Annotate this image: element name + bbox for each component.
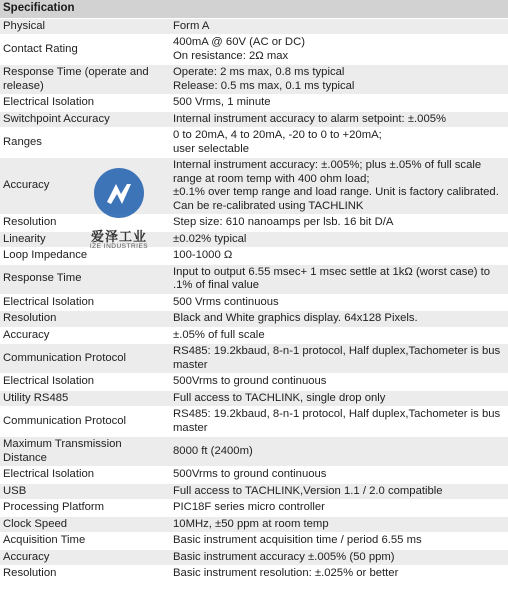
spec-value [170, 566, 508, 583]
spec-value [170, 516, 508, 533]
spec-value-line: 500Vrms to ground continuous [173, 468, 327, 480]
spec-label: Linearity [0, 231, 170, 248]
table-row [0, 549, 508, 566]
table-header-title: Specification [0, 0, 508, 18]
spec-value [170, 500, 508, 517]
spec-value-line: 10MHz, ±50 ppm at room temp [173, 517, 329, 530]
table-row [0, 327, 508, 344]
spec-value [170, 231, 508, 248]
spec-value-line: Full access to TACHLINK,Version 1.1 / 2.0 compatible [173, 484, 443, 497]
spec-value [170, 327, 508, 344]
spec-label: Communication Protocol [0, 344, 170, 374]
spec-label: Response Time (operate and release) [0, 65, 170, 95]
spec-value-line: 0 to 20mA, 4 to 20mA, -20 to 0 to +20mA; [173, 129, 382, 141]
spec-value [170, 248, 508, 265]
spec-label: Contact Rating [0, 35, 170, 65]
table-row [0, 95, 508, 112]
spec-value-line: 8000 ft (2400m) [173, 444, 253, 457]
spec-value-line: Black and White graphics display. 64x128 Pixels. [173, 312, 418, 324]
spec-value-line: Internal instrument accuracy to alarm setpoint: ±.005% [173, 112, 447, 125]
spec-value-line: 100-1000 Ω [173, 249, 233, 261]
spec-value-line: user selectable [173, 142, 249, 155]
table-row [0, 294, 508, 311]
logo-en-text: IZE INDUSTRIES [89, 243, 149, 250]
logo-cn-text: 爱泽工业 [90, 229, 147, 244]
table-row [0, 516, 508, 533]
spec-value [170, 128, 508, 158]
table-row [0, 311, 508, 328]
table-row [0, 231, 508, 248]
spec-value [170, 407, 508, 437]
table-row [0, 533, 508, 550]
spec-label: Accuracy [0, 549, 170, 566]
spec-label: Loop Impedance [0, 248, 170, 265]
spec-label: Resolution [0, 566, 170, 583]
spec-label: Maximum Transmission Distance [0, 437, 170, 467]
spec-value [170, 467, 508, 484]
spec-label: Accuracy [0, 327, 170, 344]
table-row [0, 407, 508, 437]
spec-value-line: ±.05% of full scale [173, 328, 265, 341]
spec-label: USB [0, 483, 170, 500]
table-row [0, 111, 508, 128]
table-row [0, 374, 508, 391]
table-row [0, 500, 508, 517]
spec-value-line: Input to output 6.55 msec+ 1 msec settle at 1kΩ (worst case) to .1% of final value [173, 265, 491, 291]
spec-value-line: On resistance: 2Ω max [173, 49, 289, 62]
table-row [0, 18, 508, 35]
spec-label: Electrical Isolation [0, 294, 170, 311]
spec-value-line: Operate: 2 ms max, 0.8 ms typical [173, 66, 345, 78]
spec-value-line: 500Vrms to ground continuous [173, 375, 327, 387]
spec-label: Electrical Isolation [0, 467, 170, 484]
spec-value-line: RS485: 19.2kbaud, 8-n-1 protocol, Half duplex,Tachometer is bus master [173, 408, 501, 434]
spec-value-line: Form A [173, 19, 210, 32]
spec-value [170, 374, 508, 391]
spec-label: Accuracy [0, 158, 170, 215]
table-row [0, 467, 508, 484]
table-row [0, 128, 508, 158]
spec-value [170, 35, 508, 65]
table-row [0, 248, 508, 265]
spec-value [170, 158, 508, 215]
spec-value [170, 294, 508, 311]
spec-value [170, 437, 508, 467]
spec-value-line: 500 Vrms continuous [173, 295, 279, 308]
spec-label: Resolution [0, 215, 170, 232]
spec-label: Electrical Isolation [0, 95, 170, 112]
table-row [0, 483, 508, 500]
spec-value [170, 344, 508, 374]
spec-value-line: Full access to TACHLINK, single drop only [173, 391, 386, 404]
table-row [0, 65, 508, 95]
table-row [0, 158, 508, 215]
spec-value-line: 500 Vrms, 1 minute [173, 96, 271, 108]
table-row [0, 566, 508, 583]
spec-value-line: Basic instrument resolution: ±.025% or better [173, 567, 399, 579]
spec-label: Ranges [0, 128, 170, 158]
spec-label: Processing Platform [0, 500, 170, 517]
table-row [0, 390, 508, 407]
spec-value-line: Basic instrument acquisition time / period 6.55 ms [173, 534, 422, 546]
spec-value [170, 549, 508, 566]
spec-value [170, 111, 508, 128]
spec-value-line: 400mA @ 60V (AC or DC) [173, 36, 306, 48]
spec-label: Resolution [0, 311, 170, 328]
spec-value [170, 311, 508, 328]
spec-value [170, 533, 508, 550]
spec-label: Utility RS485 [0, 390, 170, 407]
spec-value [170, 18, 508, 35]
spec-label: Clock Speed [0, 516, 170, 533]
table-row [0, 215, 508, 232]
spec-label: Physical [0, 18, 170, 35]
spec-label: Response Time [0, 264, 170, 294]
spec-label: Communication Protocol [0, 407, 170, 437]
spec-value-line: Release: 0.5 ms max, 0.1 ms typical [173, 79, 355, 92]
spec-value [170, 95, 508, 112]
spec-value [170, 264, 508, 294]
spec-value [170, 390, 508, 407]
spec-value-line: Internal instrument accuracy: ±.005%; plus ±.05% of full scale range at room temp with 400 ohm load; [173, 159, 482, 185]
spec-value-line: ±0.1% over temp range and load range. Unit is factory calibrated. Can be re-calibrated using TACHLINK [173, 186, 499, 212]
table-row [0, 344, 508, 374]
spec-label: Switchpoint Accuracy [0, 111, 170, 128]
spec-value [170, 483, 508, 500]
spec-value-line: PIC18F series micro controller [173, 501, 325, 513]
table-header-row [0, 0, 508, 18]
spec-value-line: ±0.02% typical [173, 232, 247, 245]
spec-label: Electrical Isolation [0, 374, 170, 391]
table-row [0, 35, 508, 65]
table-row [0, 264, 508, 294]
spec-value [170, 215, 508, 232]
spec-value-line: Basic instrument accuracy ±.005% (50 ppm) [173, 550, 395, 563]
spec-label: Acquisition Time [0, 533, 170, 550]
spec-value [170, 65, 508, 95]
spec-value-line: Step size: 610 nanoamps per lsb. 16 bit D/A [173, 216, 394, 228]
spec-value-line: RS485: 19.2kbaud, 8-n-1 protocol, Half duplex,Tachometer is bus master [173, 345, 501, 371]
table-row [0, 437, 508, 467]
